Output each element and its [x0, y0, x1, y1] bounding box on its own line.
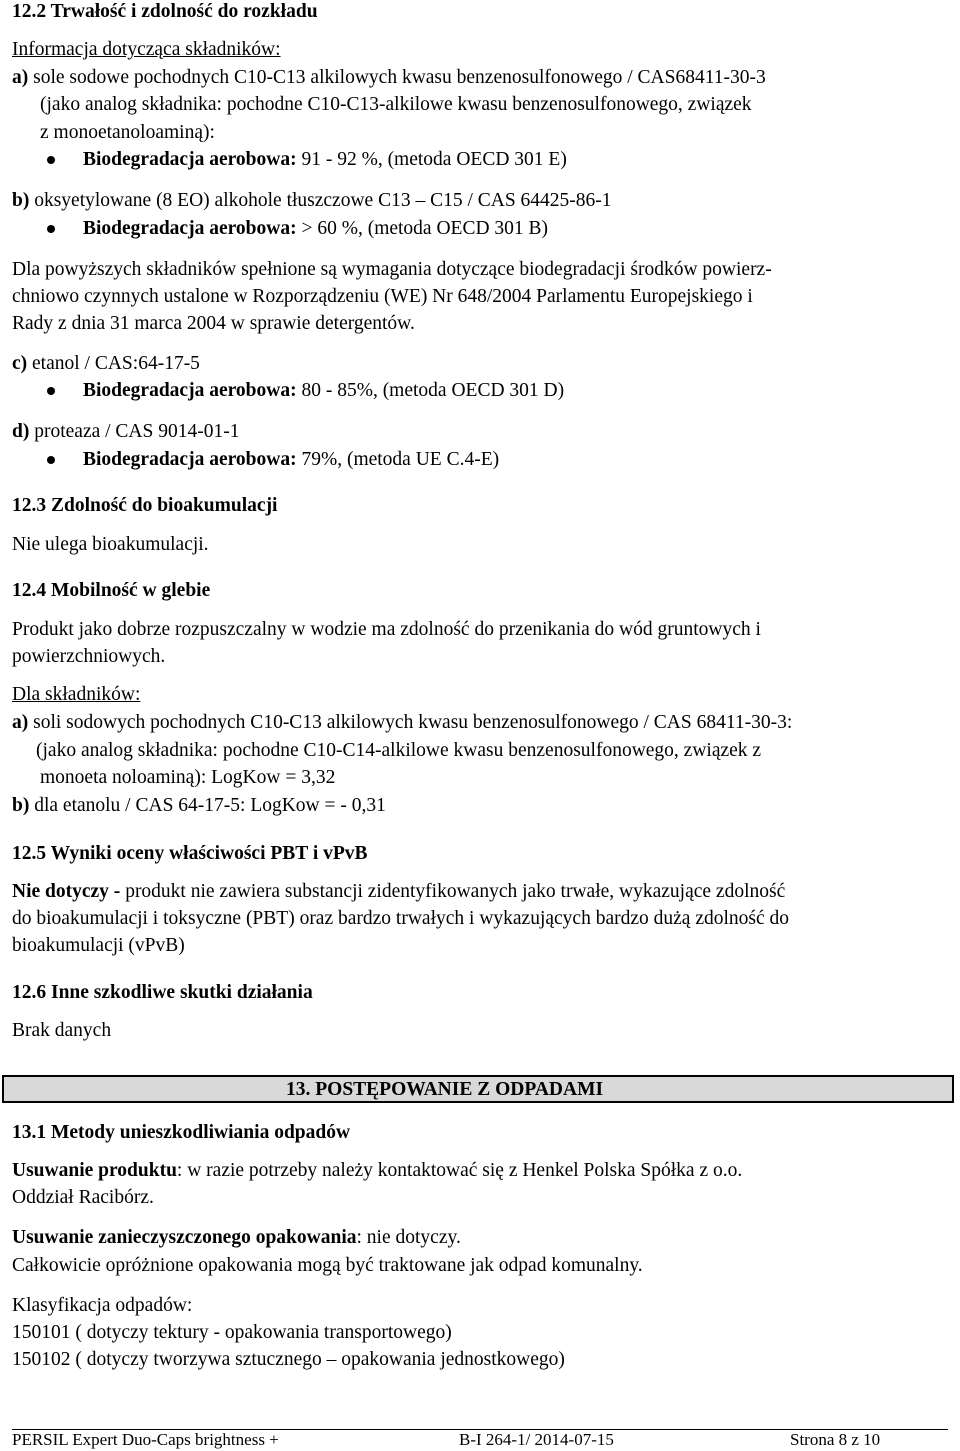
paragraph-line: Rady z dnia 31 marca 2004 w sprawie detergentów. [12, 313, 415, 334]
component-a-line-3: z monoetanoloaminą): [40, 122, 215, 143]
section-12-6-text: Brak danych [12, 1020, 112, 1041]
bullet-label: Biodegradacja aerobowa: [83, 380, 297, 401]
bullet-value: 91 - 92 %, (metoda OECD 301 E) [296, 149, 567, 170]
component-a-line-2: (jako analog składnika: pochodne C10-C13-alkilowe kwasu benzenosulfonowego, związek [40, 94, 752, 115]
bullet-label: Biodegradacja aerobowa: [83, 449, 297, 470]
bullet-line [83, 379, 564, 403]
section-13-header: 13. POSTĘPOWANIE Z ODPADAMI [286, 1079, 604, 1100]
component-b-line [12, 794, 386, 818]
paragraph-line: do bioakumulacji i toksyczne (PBT) oraz bardzo trwałych i wykazujących bardzo dużą zdolność do [12, 908, 790, 929]
paragraph-line: Oddział Racibórz. [12, 1187, 154, 1208]
section-12-4-title: 12.4 Mobilność w glebie [12, 580, 211, 601]
component-a-line-3: monoeta noloaminą): LogKow = 3,32 [40, 767, 336, 788]
bullet-icon [47, 225, 55, 233]
line-rest: produkt nie zawiera substancji zidentyfikowanych jako trwałe, wykazujące zdolność [120, 881, 786, 902]
bold-lead: Usuwanie produktu [12, 1160, 177, 1181]
component-b-line [12, 189, 612, 213]
section-12-3-text: Nie ulega bioakumulacji. [12, 534, 209, 555]
component-a-line-2: (jako analog składnika: pochodne C10-C14-alkilowe kwasu benzenosulfonowego, związek z [36, 740, 762, 761]
item-letter: c) [12, 353, 28, 374]
item-letter: b) [12, 190, 30, 211]
components-info-heading: Dla składników: [12, 684, 141, 705]
paragraph-line [12, 1159, 742, 1183]
paragraph-line: chniowo czynnych ustalone w Rozporządzeniu (WE) Nr 648/2004 Parlamentu Europejskiego i [12, 286, 753, 307]
paragraph-line: Całkowicie opróżnione opakowania mogą być traktowane jak odpad komunalny. [12, 1255, 643, 1276]
footer-page-number: Strona 8 z 10 [790, 1430, 881, 1449]
component-c-line [12, 352, 200, 376]
section-12-5-title: 12.5 Wyniki oceny właściwości PBT i vPvB [12, 843, 368, 864]
footer-doc-code: B-I 264-1/ 2014-07-15 [459, 1430, 614, 1449]
bullet-icon [47, 387, 55, 395]
section-12-6-title: 12.6 Inne szkodliwe skutki działania [12, 982, 313, 1003]
item-text: soli sodowych pochodnych C10-C13 alkilowych kwasu benzenosulfonowego / CAS 68411-30-3: [28, 712, 793, 733]
item-letter: b) [12, 795, 30, 816]
waste-classification-label: Klasyfikacja odpadów: [12, 1295, 193, 1316]
bullet-line [83, 448, 499, 472]
bullet-icon [47, 456, 55, 464]
line-rest: : nie dotyczy. [356, 1227, 461, 1248]
section-12-3-title: 12.3 Zdolność do bioakumulacji [12, 495, 278, 516]
paragraph-line [12, 880, 785, 904]
paragraph-line: bioakumulacji (vPvB) [12, 935, 185, 956]
bullet-value: > 60 %, (metoda OECD 301 B) [296, 218, 549, 239]
bullet-line [83, 217, 548, 241]
bullet-label: Biodegradacja aerobowa: [83, 218, 297, 239]
bullet-value: 79%, (metoda UE C.4-E) [296, 449, 500, 470]
item-text: etanol / CAS:64-17-5 [27, 353, 200, 374]
component-a-line [12, 711, 792, 735]
section-13-1-title: 13.1 Metody unieszkodliwiania odpadów [12, 1122, 351, 1143]
component-d-line [12, 420, 239, 444]
item-letter: a) [12, 67, 29, 88]
bullet-line [83, 148, 567, 172]
paragraph-line: powierzchniowych. [12, 646, 166, 667]
bold-lead: Usuwanie zanieczyszczonego opakowania [12, 1227, 357, 1248]
bold-lead: Nie dotyczy - [12, 881, 121, 902]
item-text: sole sodowe pochodnych C10-C13 alkilowych kwasu benzenosulfonowego / CAS68411-30-3 [28, 67, 766, 88]
item-text: dla etanolu / CAS 64-17-5: LogKow = - 0,31 [29, 795, 386, 816]
component-a-line [12, 66, 766, 90]
section-12-2-title: 12.2 Trwałość i zdolność do rozkładu [12, 1, 318, 22]
section-13-header-box [2, 1075, 954, 1103]
line-rest: : w razie potrzeby należy kontaktować się z Henkel Polska Spółka z o.o. [176, 1160, 743, 1181]
item-letter: a) [12, 712, 29, 733]
waste-code-line: 150101 ( dotyczy tektury - opakowania transportowego) [12, 1322, 452, 1343]
footer-product: PERSIL Expert Duo-Caps brightness + [12, 1430, 279, 1449]
bullet-icon [47, 156, 55, 164]
bullet-label: Biodegradacja aerobowa: [83, 149, 297, 170]
item-text: proteaza / CAS 9014-01-1 [29, 421, 240, 442]
components-info-heading: Informacja dotycząca składników: [12, 39, 281, 60]
item-text: oksyetylowane (8 EO) alkohole tłuszczowe C13 – C15 / CAS 64425-86-1 [29, 190, 612, 211]
paragraph-line [12, 1226, 461, 1250]
paragraph-line: Dla powyższych składników spełnione są wymagania dotyczące biodegradacji środków powierz- [12, 259, 772, 280]
paragraph-line: Produkt jako dobrze rozpuszczalny w wodzie ma zdolność do przenikania do wód gruntowych i [12, 619, 761, 640]
waste-code-line: 150102 ( dotyczy tworzywa sztucznego – opakowania jednostkowego) [12, 1349, 565, 1370]
item-letter: d) [12, 421, 30, 442]
bullet-value: 80 - 85%, (metoda OECD 301 D) [296, 380, 565, 401]
